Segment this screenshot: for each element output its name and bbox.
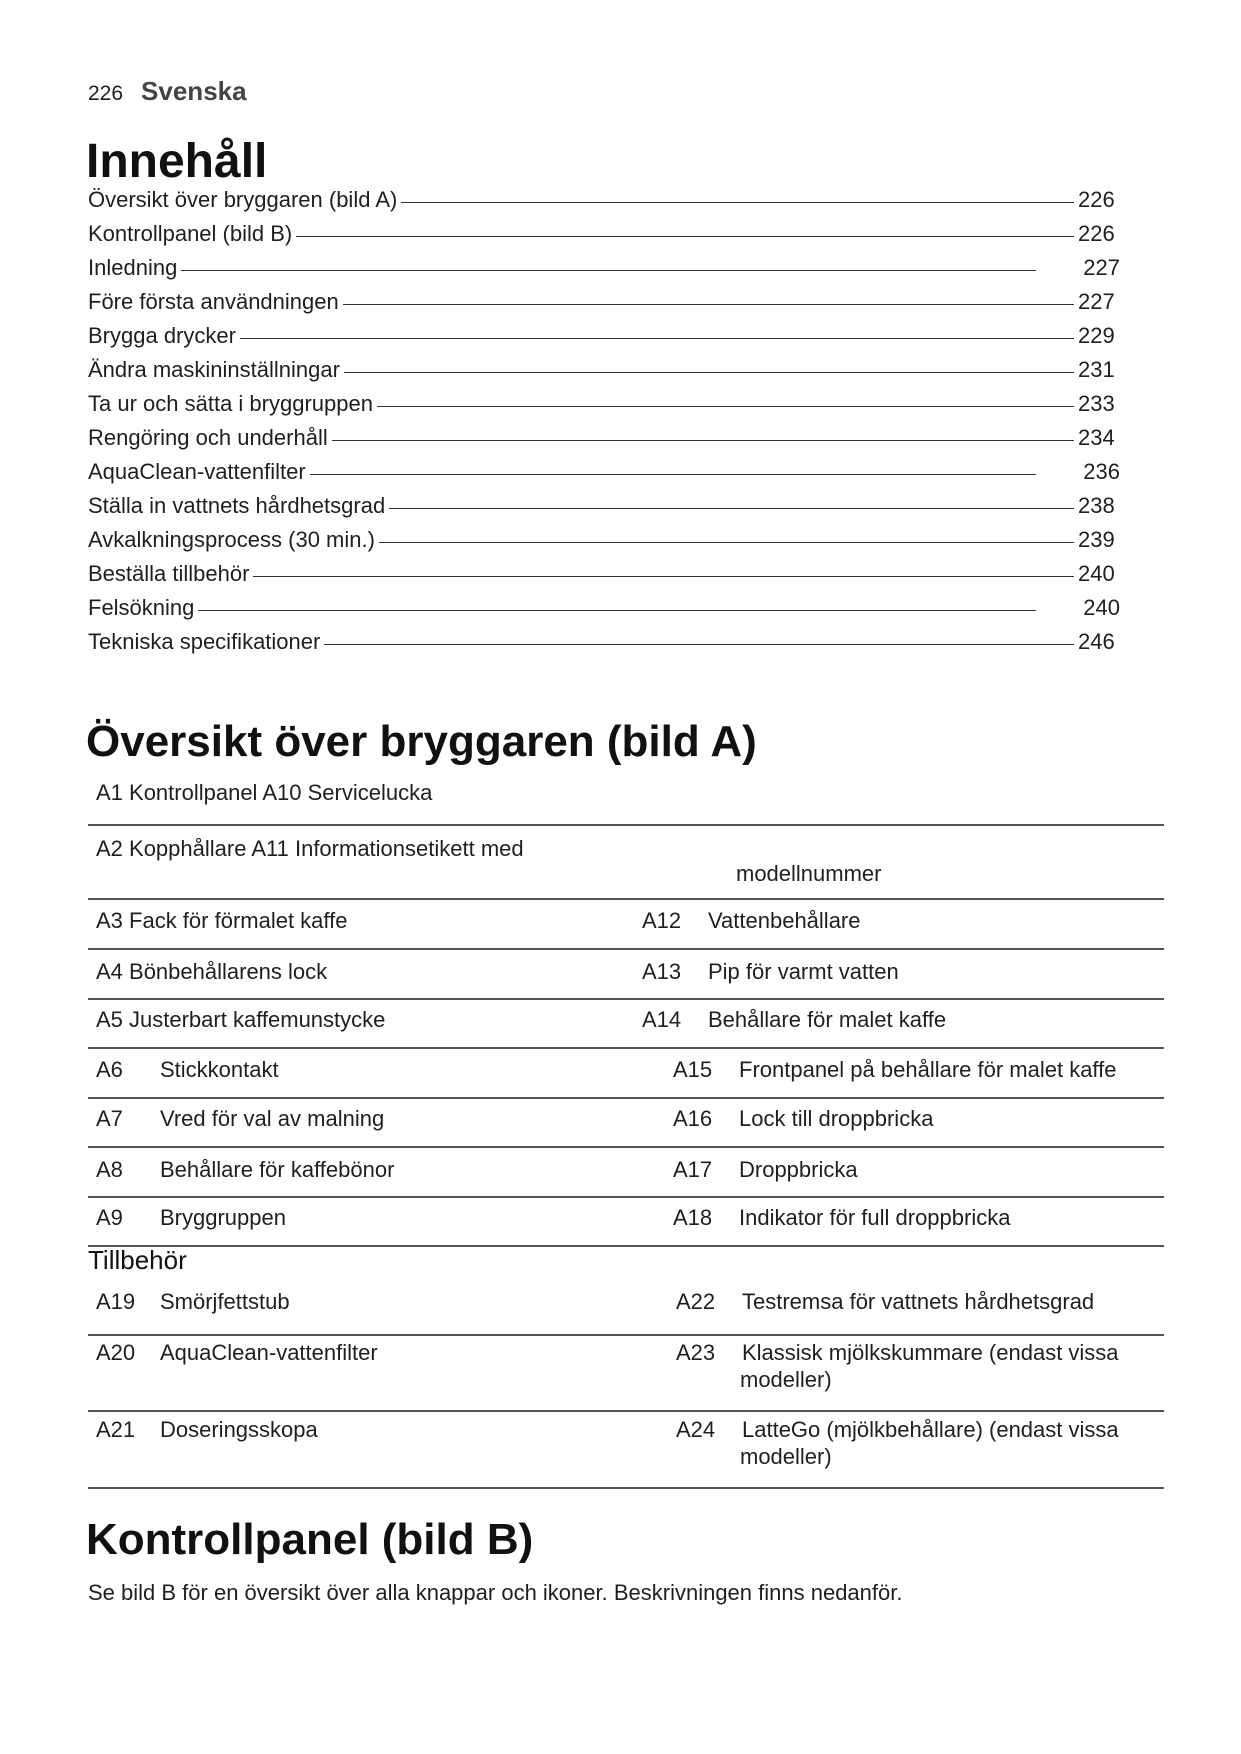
toc-entry-page: 226	[1078, 187, 1115, 212]
toc-entry-page: 236	[1083, 459, 1120, 484]
toc-entry-page: 227	[1083, 255, 1120, 280]
toc-leader	[181, 270, 1036, 271]
toc-entry-text: Ställa in vattnets hårdhetsgrad	[88, 493, 386, 518]
page-number: 226	[88, 82, 124, 105]
toc-entry[interactable]	[88, 221, 1120, 255]
toc-entry[interactable]	[88, 255, 1120, 289]
part-code: A13	[642, 959, 682, 984]
toc-entry-text: Felsökning	[88, 595, 195, 620]
table-row	[88, 1148, 1164, 1198]
toc-entry[interactable]	[88, 323, 1120, 357]
table-row	[88, 1049, 1164, 1099]
part-label: Behållare för malet kaffe	[708, 1007, 947, 1032]
toc-entry-page: 238	[1078, 493, 1115, 518]
toc-leader	[198, 610, 1036, 611]
language-label: Svenska	[141, 76, 247, 106]
toc-entry-text: Före första användningen	[88, 289, 339, 314]
toc-entry[interactable]	[88, 527, 1120, 561]
accessory-code: A20	[96, 1340, 136, 1365]
accessory-label: Smörjfettstub	[160, 1289, 290, 1314]
accessory-label: AquaClean-vattenfilter	[160, 1340, 378, 1365]
accessory-code: A21	[96, 1417, 136, 1442]
toc-entry-text: Beställa tillbehör	[88, 561, 250, 586]
table-of-contents	[88, 187, 1120, 663]
part-left: A5 Justerbart kaffemunstycke	[96, 1007, 386, 1032]
parts-row-1: A1 Kontrollpanel A10 Servicelucka	[96, 780, 433, 805]
toc-entry-page: 234	[1078, 425, 1115, 450]
table-row	[88, 950, 1164, 1000]
part-label: Indikator för full droppbricka	[739, 1205, 1011, 1230]
part-code: A7	[96, 1106, 123, 1131]
toc-entry-text: Rengöring och underhåll	[88, 425, 328, 450]
toc-entry[interactable]	[88, 629, 1120, 663]
accessory-code: A24	[676, 1417, 716, 1442]
toc-leader	[253, 576, 1074, 577]
control-panel-title: Kontrollpanel (bild B)	[86, 1515, 534, 1564]
table-row	[88, 1280, 1164, 1336]
part-code: A6	[96, 1057, 123, 1082]
table-row	[88, 1412, 1164, 1489]
table-row	[88, 900, 1164, 950]
accessory-label: Klassisk mjölkskummare (endast vissa	[742, 1340, 1119, 1365]
accessories-table	[88, 1280, 1164, 1489]
accessory-label-cont: modeller)	[740, 1444, 832, 1469]
toc-leader	[379, 542, 1074, 543]
table-row	[88, 1336, 1164, 1412]
part-label: Stickkontakt	[160, 1057, 279, 1082]
toc-entry-page: 240	[1083, 595, 1120, 620]
accessory-label: Testremsa för vattnets hårdhetsgrad	[742, 1289, 1095, 1314]
toc-entry-page: 231	[1078, 357, 1115, 382]
toc-leader	[332, 440, 1074, 441]
toc-entry-page: 246	[1078, 629, 1115, 654]
table-row	[88, 1099, 1164, 1148]
toc-leader	[240, 338, 1074, 339]
table-row	[88, 826, 1164, 900]
toc-entry-text: AquaClean-vattenfilter	[88, 459, 306, 484]
part-left: A3 Fack för förmalet kaffe	[96, 908, 348, 933]
part-code: A16	[673, 1106, 713, 1131]
accessory-label: Doseringsskopa	[160, 1417, 318, 1442]
part-left: A4 Bönbehållarens lock	[96, 959, 328, 984]
toc-entry-text: Inledning	[88, 255, 178, 280]
table-row	[88, 1000, 1164, 1049]
toc-entry-text: Tekniska specifikationer	[88, 629, 321, 654]
toc-leader	[344, 372, 1074, 373]
toc-entry[interactable]	[88, 561, 1120, 595]
toc-entry-text: Ändra maskininställningar	[88, 357, 340, 382]
parts-row-2-cont: modellnummer	[736, 861, 882, 886]
part-label: Vattenbehållare	[708, 908, 861, 933]
toc-entry-page: 226	[1078, 221, 1115, 246]
toc-entry[interactable]	[88, 391, 1120, 425]
table-row	[88, 770, 1164, 826]
part-label: Lock till droppbricka	[739, 1106, 934, 1131]
parts-table	[88, 770, 1164, 1247]
accessory-label: LatteGo (mjölkbehållare) (endast vissa	[742, 1417, 1119, 1442]
toc-leader	[310, 474, 1036, 475]
control-panel-description: Se bild B för en översikt över alla knappar och ikoner. Beskrivningen finns nedanför.	[88, 1580, 903, 1605]
toc-entry-text: Kontrollpanel (bild B)	[88, 221, 293, 246]
part-code: A8	[96, 1157, 123, 1182]
toc-entry-page: 229	[1078, 323, 1115, 348]
part-code: A15	[673, 1057, 713, 1082]
part-code: A17	[673, 1157, 713, 1182]
toc-entry-page: 240	[1078, 561, 1115, 586]
part-code: A18	[673, 1205, 713, 1230]
toc-entry[interactable]	[88, 289, 1120, 323]
part-code: A14	[642, 1007, 682, 1032]
toc-leader	[389, 508, 1074, 509]
toc-leader	[324, 644, 1074, 645]
part-label: Behållare för kaffebönor	[160, 1157, 395, 1182]
part-label: Vred för val av malning	[160, 1106, 385, 1131]
accessory-code: A19	[96, 1289, 136, 1314]
toc-leader	[401, 202, 1074, 203]
toc-leader	[343, 304, 1074, 305]
accessories-title: Tillbehör	[88, 1245, 187, 1275]
toc-leader	[296, 236, 1074, 237]
part-label: Bryggruppen	[160, 1205, 286, 1230]
toc-entry-text: Ta ur och sätta i bryggruppen	[88, 391, 373, 416]
toc-entry-text: Översikt över bryggaren (bild A)	[88, 187, 398, 212]
toc-entry-page: 227	[1078, 289, 1115, 314]
toc-entry-text: Brygga drycker	[88, 323, 236, 348]
toc-entry-page: 233	[1078, 391, 1115, 416]
accessory-label-cont: modeller)	[740, 1367, 832, 1392]
accessory-code: A23	[676, 1340, 716, 1365]
toc-entry[interactable]	[88, 595, 1120, 629]
accessory-code: A22	[676, 1289, 716, 1314]
table-row	[88, 1198, 1164, 1247]
part-code: A9	[96, 1205, 123, 1230]
toc-entry[interactable]	[88, 425, 1120, 459]
toc-entry[interactable]	[88, 187, 1120, 221]
parts-row-2: A2 Kopphållare A11 Informationsetikett med	[96, 836, 524, 861]
part-label: Frontpanel på behållare för malet kaffe	[739, 1057, 1117, 1082]
toc-title: Innehåll	[86, 135, 268, 188]
toc-leader	[377, 406, 1074, 407]
toc-entry[interactable]	[88, 357, 1120, 391]
page-header	[88, 76, 247, 107]
toc-entry-page: 239	[1078, 527, 1115, 552]
toc-entry[interactable]	[88, 459, 1120, 493]
part-label: Droppbricka	[739, 1157, 858, 1182]
part-label: Pip för varmt vatten	[708, 959, 899, 984]
toc-entry-text: Avkalkningsprocess (30 min.)	[88, 527, 375, 552]
overview-title: Översikt över bryggaren (bild A)	[86, 717, 757, 766]
toc-entry[interactable]	[88, 493, 1120, 527]
part-code: A12	[642, 908, 682, 933]
